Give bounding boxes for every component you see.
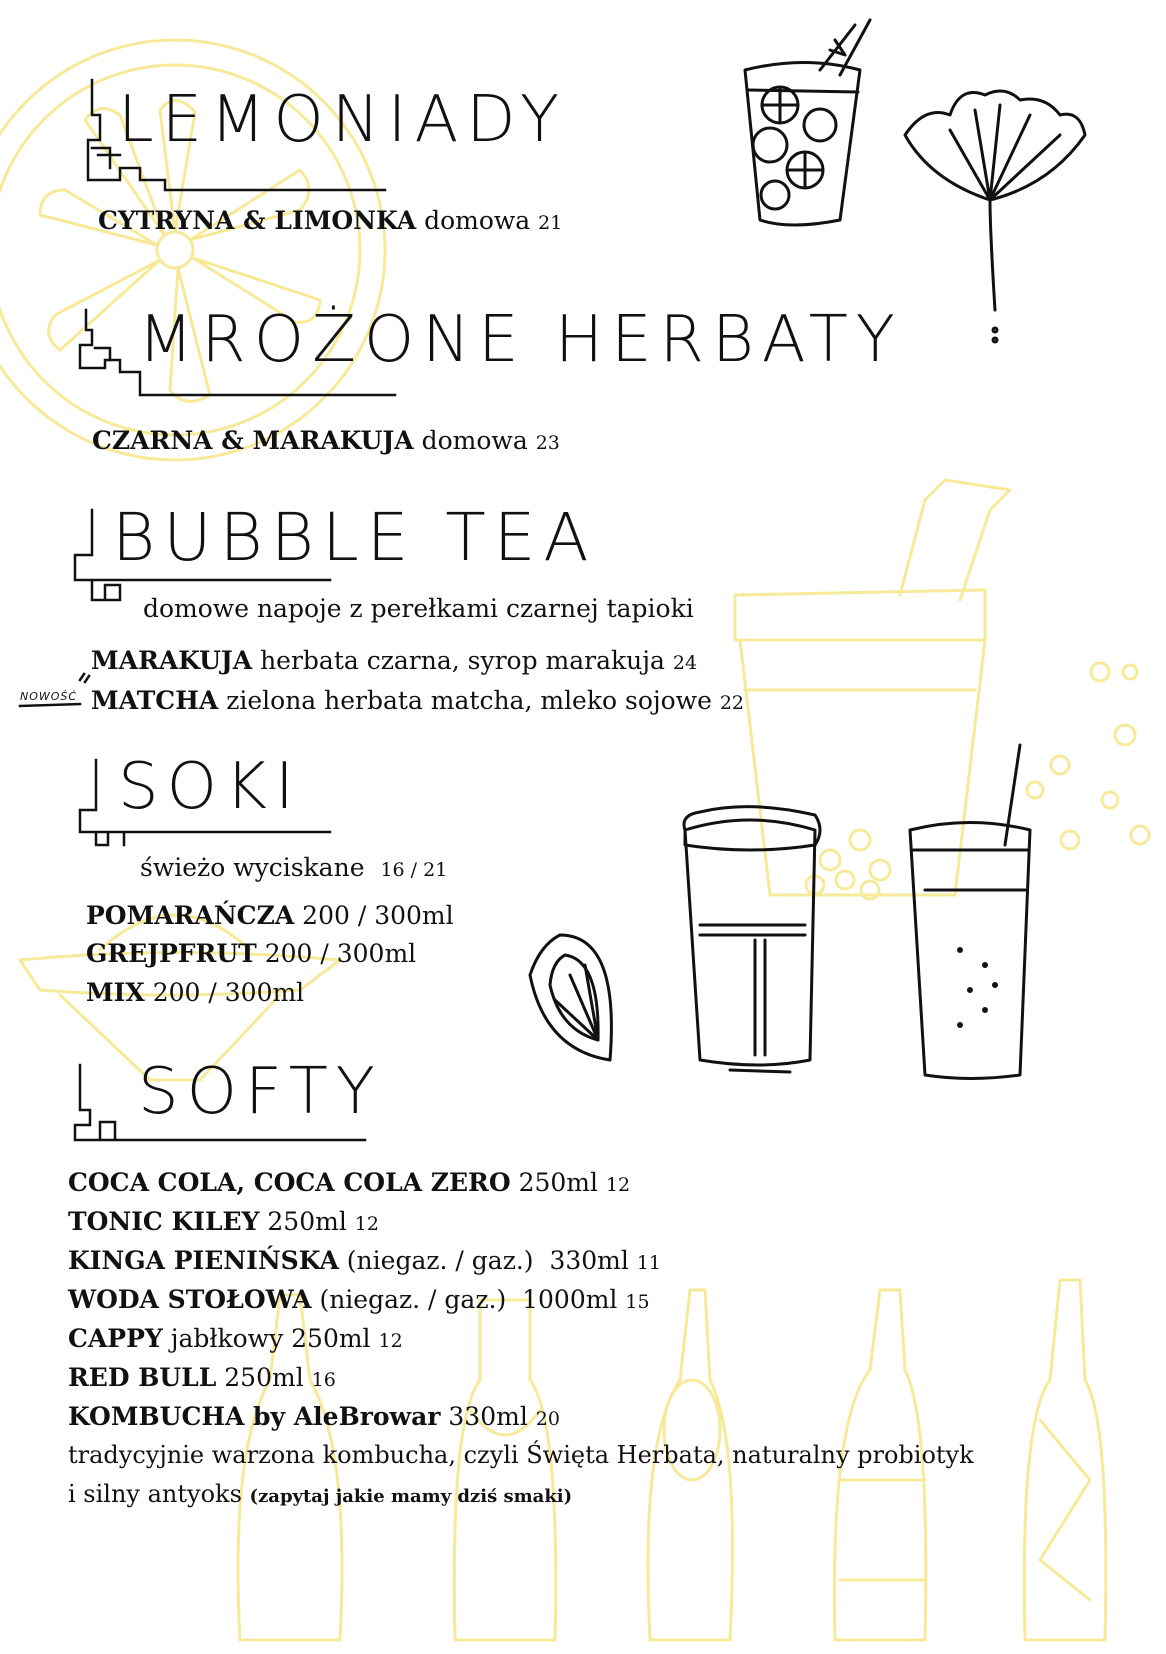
description-text: i silny antyoks — [68, 1480, 242, 1508]
description-note: (zapytaj jakie mamy dziś smaki) — [249, 1486, 573, 1507]
menu-item — [86, 903, 454, 928]
item-name: CZARNA & MARAKUJA — [92, 426, 414, 455]
heading-bubble-tea: BUBBLE TEA — [112, 499, 597, 576]
item-description: tradycyjnie warzona kombucha, czyli Święta Herbata, naturalny probiotyk — [68, 1441, 974, 1469]
item-name: MATCHA — [91, 686, 219, 715]
item-name: CYTRYNA & LIMONKA — [98, 206, 417, 235]
badge-accent — [80, 674, 89, 682]
heading-softy: SOFTY — [138, 1055, 383, 1129]
item-desc: domowa — [421, 426, 528, 455]
item-price: 21 — [538, 212, 563, 234]
item-price: 16 — [311, 1369, 336, 1391]
heading-lemoniady: LEMONIADY — [118, 83, 568, 157]
menu-item — [68, 1248, 661, 1273]
item-desc: 200 / 300ml — [302, 901, 454, 930]
heading-mrozone-herbaty: MROŻONE HERBATY — [138, 303, 903, 377]
section-subtitle: domowe napoje z perełkami czarnej tapioki — [143, 594, 694, 623]
menu-item — [91, 648, 697, 673]
menu-item — [68, 1326, 403, 1351]
item-desc: 250ml — [224, 1363, 304, 1392]
item-desc: zielona herbata matcha, mleko sojowe — [226, 686, 712, 715]
heading-soki: SOKI — [118, 750, 302, 824]
item-name: CAPPY — [68, 1324, 163, 1353]
menu-item — [68, 1404, 560, 1429]
item-name: MARAKUJA — [91, 646, 253, 675]
menu-item — [68, 1209, 379, 1234]
item-price: 12 — [354, 1213, 379, 1235]
menu-item — [92, 428, 560, 453]
menu-item — [68, 1365, 336, 1390]
item-desc: (niegaz. / gaz.) 1000ml — [319, 1285, 618, 1314]
badge-underline — [20, 704, 80, 706]
item-desc: herbata czarna, syrop marakuja — [260, 646, 665, 675]
item-name: KOMBUCHA by AleBrowar — [68, 1402, 441, 1431]
section-subtitle — [140, 855, 447, 880]
menu-item — [98, 208, 562, 233]
item-price: 11 — [636, 1252, 662, 1274]
item-desc: 330ml — [448, 1402, 528, 1431]
item-price: 24 — [672, 652, 698, 674]
item-name: POMARAŃCZA — [86, 901, 295, 930]
menu-item — [68, 1170, 630, 1195]
item-desc: 200 / 300ml — [152, 978, 305, 1007]
item-desc: 200 / 300ml — [264, 939, 417, 968]
item-desc: 250ml — [518, 1168, 598, 1197]
item-price: 12 — [605, 1174, 631, 1196]
item-desc: jabłkowy 250ml — [170, 1324, 371, 1353]
menu-item — [91, 688, 744, 713]
item-name: GREJPFRUT — [86, 939, 257, 968]
item-price: 23 — [535, 432, 560, 454]
item-name: TONIC KILEY — [68, 1207, 260, 1236]
subtitle-text: świeżo wyciskane — [140, 853, 365, 882]
new-badge: NOWOŚĆ — [20, 690, 78, 703]
item-description — [68, 1482, 572, 1506]
item-desc: (niegaz. / gaz.) 330ml — [346, 1246, 629, 1275]
item-price: 20 — [535, 1408, 560, 1430]
item-name: MIX — [86, 978, 145, 1007]
item-name: KINGA PIENIŃSKA — [68, 1246, 339, 1275]
subtitle-price: 16 / 21 — [380, 859, 448, 881]
item-name: WODA STOŁOWA — [68, 1285, 312, 1314]
item-name: COCA COLA, COCA COLA ZERO — [68, 1168, 511, 1197]
item-desc: 250ml — [267, 1207, 347, 1236]
item-price: 12 — [378, 1330, 403, 1352]
item-price: 22 — [719, 692, 745, 714]
item-name: RED BULL — [68, 1363, 217, 1392]
menu-item — [86, 941, 416, 966]
menu-item — [68, 1287, 650, 1312]
menu-item — [86, 980, 304, 1005]
item-desc: domowa — [424, 206, 531, 235]
item-price: 15 — [625, 1291, 650, 1313]
